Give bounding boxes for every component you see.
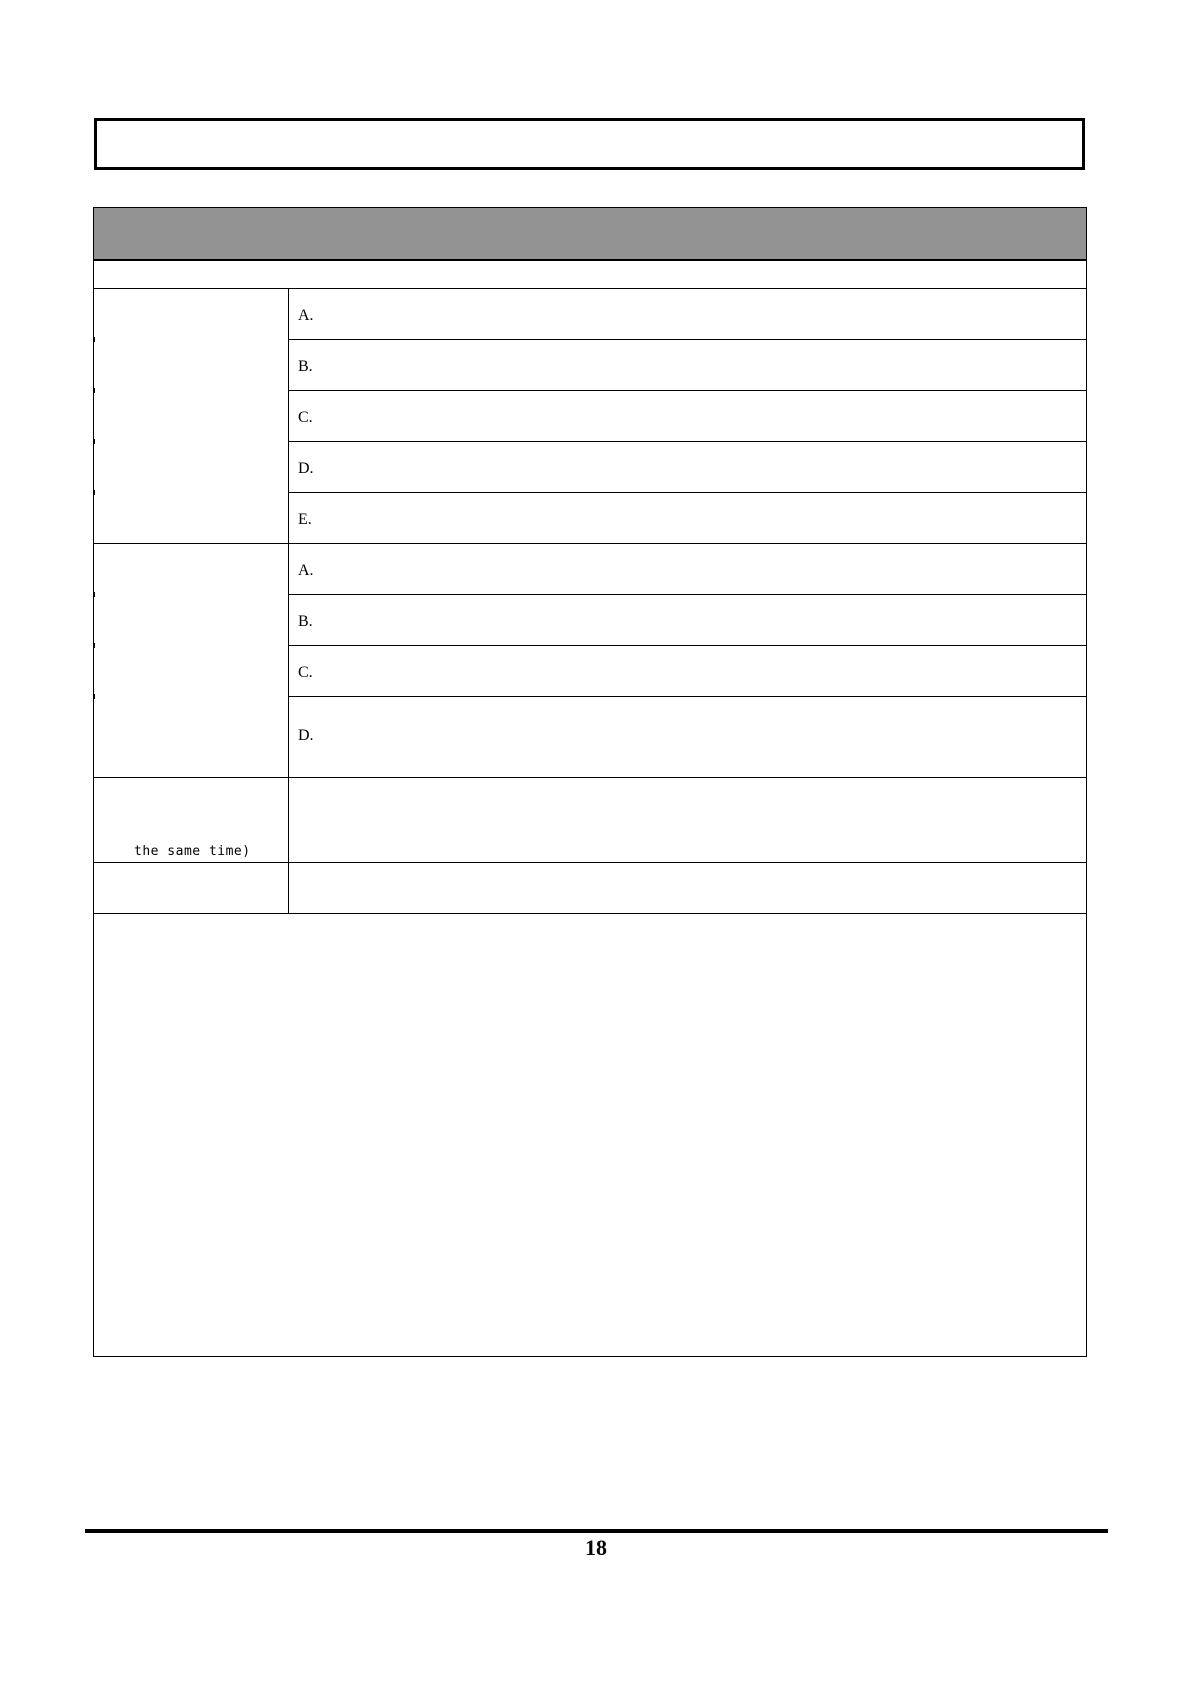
row-divider: [94, 862, 1086, 863]
row-divider: [94, 543, 1086, 544]
option-label: B.: [298, 613, 313, 630]
row-divider: [288, 645, 1086, 646]
footer-rule: [85, 1529, 1108, 1533]
header-band: [94, 208, 1086, 261]
page-number: 18: [585, 1535, 607, 1560]
row-divider: [288, 492, 1086, 493]
title-box: [94, 118, 1085, 170]
border-tick: [93, 694, 95, 699]
border-tick: [93, 337, 95, 342]
option-label: A.: [298, 307, 314, 324]
row-divider: [94, 913, 1086, 914]
row-divider: [288, 339, 1086, 340]
border-tick: [93, 592, 95, 597]
row-divider: [288, 390, 1086, 391]
row-divider: [288, 696, 1086, 697]
option-label: D.: [298, 727, 314, 744]
option-label: E.: [298, 511, 312, 528]
option-label: D.: [298, 460, 314, 477]
form-table: [93, 207, 1087, 1357]
row-divider: [288, 441, 1086, 442]
option-label: A.: [298, 562, 314, 579]
section-note: the same time): [134, 844, 251, 859]
option-label: C.: [298, 409, 313, 426]
border-tick: [93, 643, 95, 648]
option-label: C.: [298, 664, 313, 681]
row-divider: [288, 594, 1086, 595]
border-tick: [93, 388, 95, 393]
option-label: B.: [298, 358, 313, 375]
border-tick: [93, 439, 95, 444]
row-divider: [94, 777, 1086, 778]
column-divider: [288, 288, 289, 913]
border-tick: [93, 490, 95, 495]
row-divider: [94, 288, 1086, 289]
